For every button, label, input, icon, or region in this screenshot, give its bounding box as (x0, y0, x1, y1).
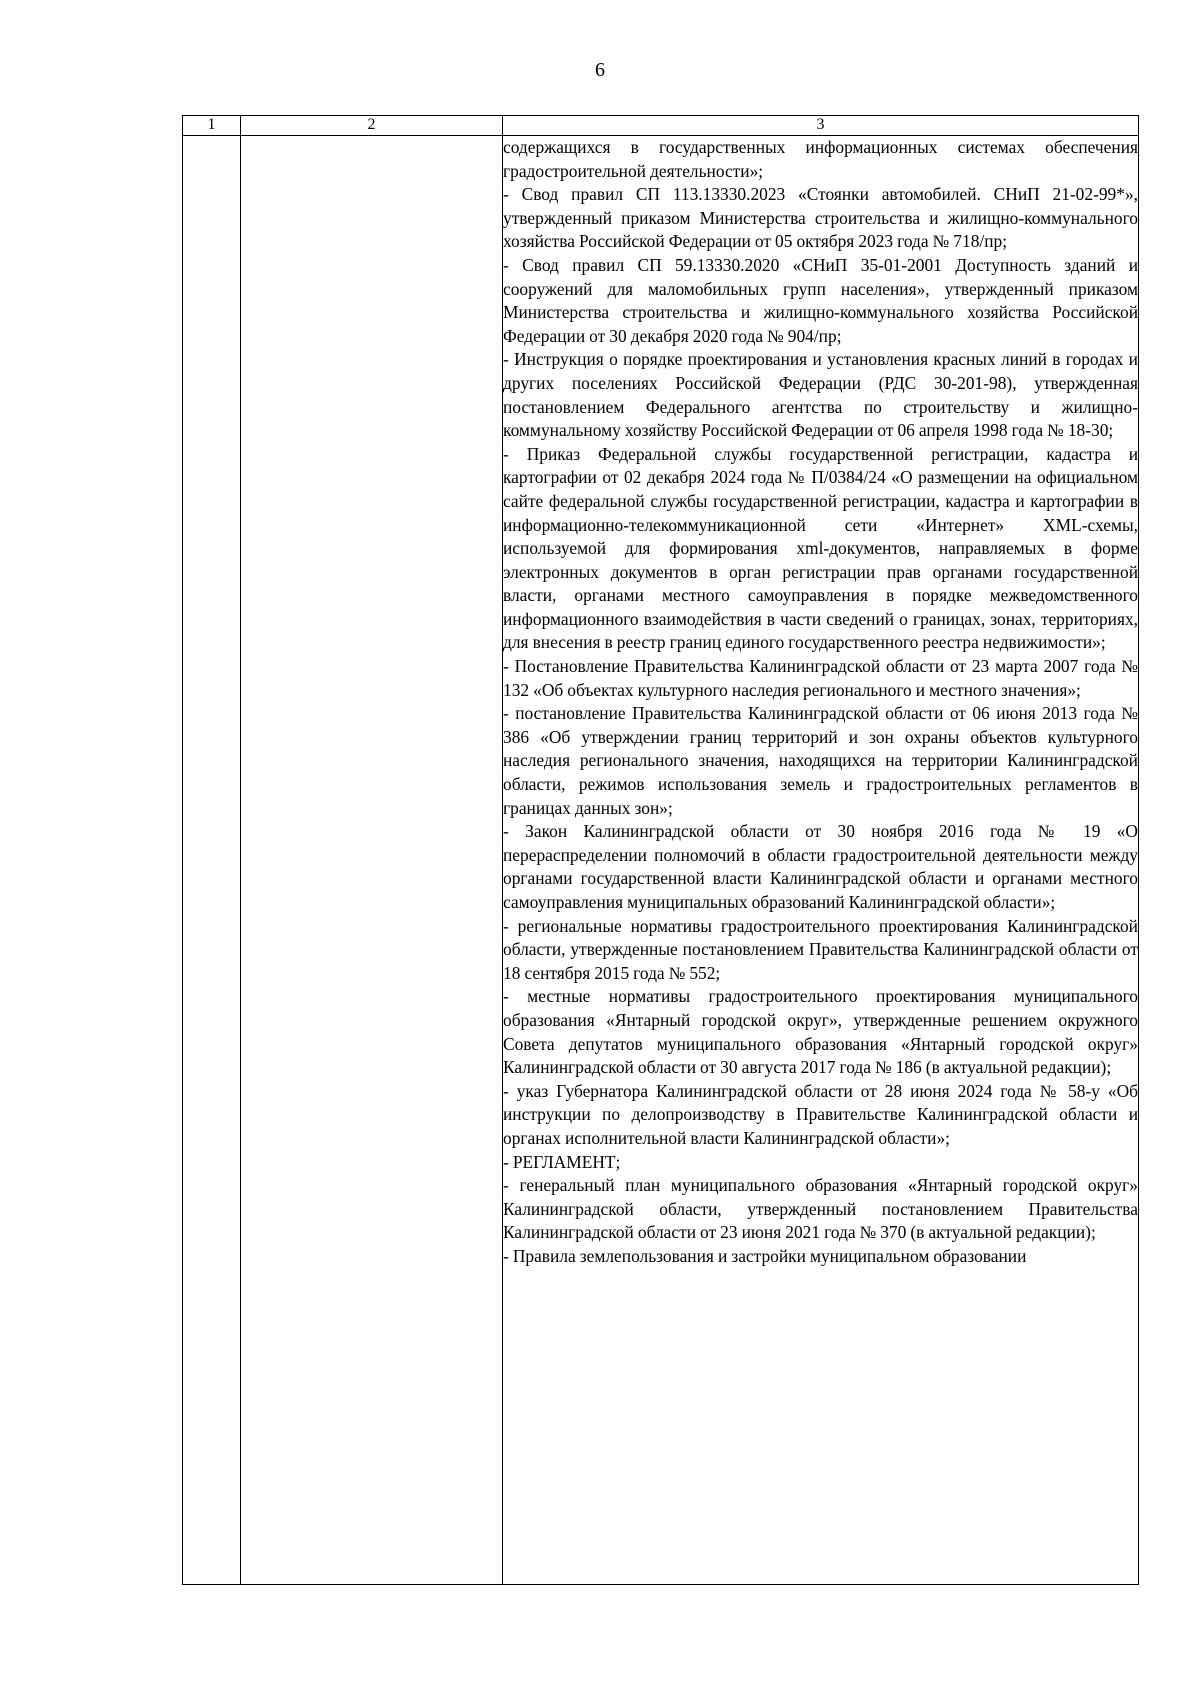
list-item: - региональные нормативы градостроительного проектирования Калининградской области, утвержденные постановлением Правительства Калининградской области от 18 сентября 2015 года № 552; (503, 915, 1138, 983)
list-item: - Закон Калининградской области от 30 ноября 2016 года № 19 «О перераспределении полномочий в области градостроительной деятельности между органами государственной власти Калининградской области и органами местного самоуправления муниципальных образований Калининградской области»; (503, 821, 1138, 912)
list-item: - Свод правил СП 59.13330.2020 «СНиП 35-01-2001 Доступность зданий и сооружений для маломобильных групп населения», утвержденный приказом Министерства строительства и жилищно-коммунального хозяйства Российской Федерации от 30 декабря 2020 года № 904/пр; (503, 254, 1138, 346)
column-2-header: 2 (241, 116, 503, 136)
column-2-cell (241, 136, 503, 1585)
column-3-header: 3 (503, 116, 1139, 136)
list-item: - РЕГЛАМЕНТ; (503, 1151, 621, 1172)
list-item: - указ Губернатора Калининградской области от 28 июня 2024 года № 58-у «Об инструкции по делопроизводству в Правительстве Калининградской области и органах исполнительной власти Калининградской области»; (503, 1080, 1138, 1148)
column-3-cell (503, 136, 1139, 1585)
list-item: - Постановление Правительства Калининградской области от 23 марта 2007 года № 132 «Об объектах культурного наследия регионального и местного значения»; (503, 656, 1138, 700)
table-row (183, 136, 1139, 1585)
list-item: - постановление Правительства Калининградской области от 06 июня 2013 года № 386 «Об утверждении границ территорий и зон охраны объектов культурного наследия регионального значения, находящихся на территории Калининградской области, режимов использования земель и градостроительных регламентов в границах данных зон»; (503, 703, 1138, 818)
page-number: 6 (595, 59, 605, 81)
document-table (182, 115, 1139, 1585)
column-1-header: 1 (183, 116, 241, 136)
list-item: - Приказ Федеральной службы государственной регистрации, кадастра и картографии от 02 декабря 2024 года № П/0384/24 «О размещении на официальном сайте федеральной службы государственной регистрации, кадастра и картографии в информационно-телекоммуникационной сети «Интернет» XML-схемы, используемой для формирования xml-документов, направляемых в форме электронных документов в орган регистрации прав органами государственной власти, органами местного самоуправления в порядке межведомственного информационного взаимодействия в части сведений о границах, зонах, территориях, для внесения в реестр границ единого государственного реестра недвижимости»; (503, 443, 1138, 653)
list-item: - Свод правил СП 113.13330.2023 «Стоянки автомобилей. СНиП 21-02-99*», утвержденный приказом Министерства строительства и жилищно-коммунального хозяйства Российской Федерации от 05 октября 2023 года № 718/пр; (503, 184, 1138, 252)
table-header-row (183, 116, 1139, 136)
list-item: - Инструкция о порядке проектирования и установления красных линий в городах и других поселениях Российской Федерации (РДС 30-201-98), утвержденная постановлением Федерального агентства по строительству и жилищно-коммунальному хозяйству Российской Федерации от 06 апреля 1998 года № 18-30; (503, 349, 1138, 441)
list-item: - Правила землепользования и застройки муниципальном образовании (503, 1245, 1027, 1266)
list-item: - местные нормативы градостроительного проектирования муниципального образования «Янтарный городской округ», утвержденные решением окружного Совета депутатов муниципального образования «Янтарный городской округ» Калининградской области от 30 августа 2017 года № 186 (в актуальной редакции); (503, 986, 1138, 1078)
list-item: содержащихся в государственных информационных системах обеспечения градостроительной деятельности»; (503, 137, 1138, 181)
list-item: - генеральный план муниципального образования «Янтарный городской округ» Калининградской области, утвержденный постановлением Правительства Калининградской области от 23 июня 2021 года № 370 (в актуальной редакции); (503, 1175, 1138, 1243)
column-1-cell (183, 136, 241, 1585)
